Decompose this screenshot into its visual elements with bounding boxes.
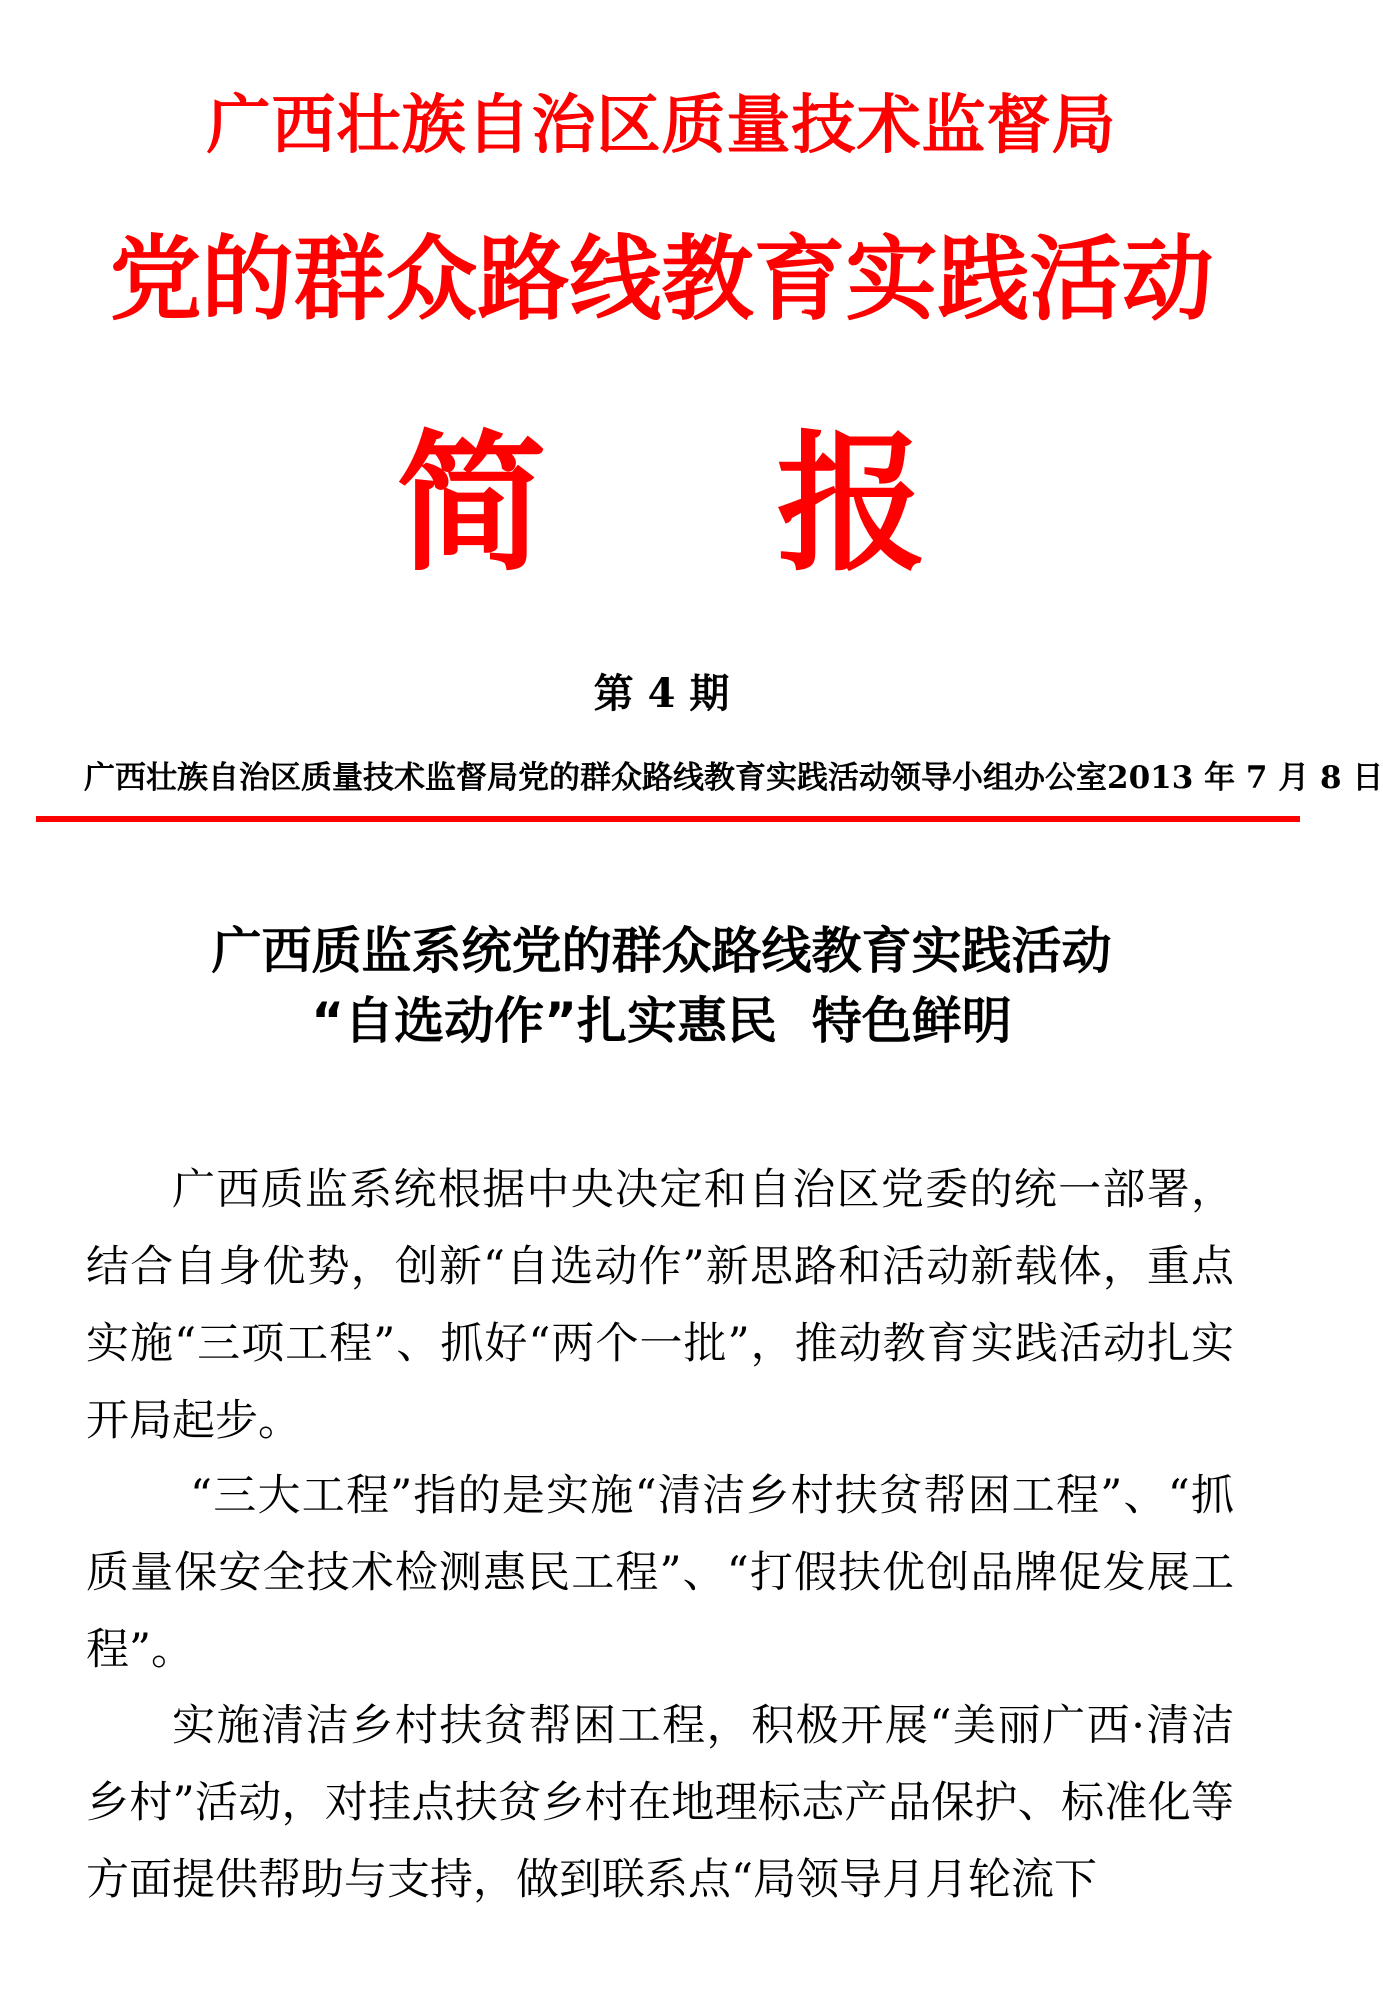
- article-paragraph-3: 实施清洁乡村扶贫帮困工程，积极开展“美丽广西·清洁乡村”活动，对挂点扶贫乡村在地理标志产品保护、标准化等方面提供帮助与支持，做到联系点“局领导月月轮流下: [86, 1701, 1234, 1905]
- brief-char-2: 报: [776, 418, 927, 592]
- masthead-brief-title: [0, 415, 1323, 595]
- issue-date: 2013 年 7 月 8 日: [1107, 760, 1383, 796]
- article-title: [0, 916, 1323, 1056]
- article-title-line-1: 广西质监系统党的群众路线教育实践活动: [211, 922, 1112, 980]
- article-title-line-2: “自选动作”扎实惠民 特色鲜明: [311, 992, 1012, 1050]
- masthead-campaign-title: 党的群众路线教育实践活动: [109, 226, 1214, 333]
- red-divider: [36, 816, 1300, 822]
- issuer-office: 广西壮族自治区质量技术监督局党的群众路线教育实践活动领导小组办公室: [84, 760, 1107, 796]
- article-paragraph-2: “三大工程”指的是实施“清洁乡村扶贫帮困工程”、“抓质量保安全技术检测惠民工程”、“打假扶优创品牌促发展工程”。: [86, 1471, 1234, 1675]
- issuer-line: [84, 756, 1383, 800]
- issue-number: 第 4 期: [593, 670, 730, 717]
- article-paragraph-1: 广西质监系统根据中央决定和自治区党委的统一部署，结合自身优势，创新“自选动作”新思路和活动新载体，重点实施“三项工程”、抓好“两个一批”，推动教育实践活动扎实开局起步。: [86, 1165, 1234, 1446]
- masthead-organization: 广西壮族自治区质量技术监督局: [206, 89, 1117, 163]
- brief-char-1: 简: [396, 418, 547, 592]
